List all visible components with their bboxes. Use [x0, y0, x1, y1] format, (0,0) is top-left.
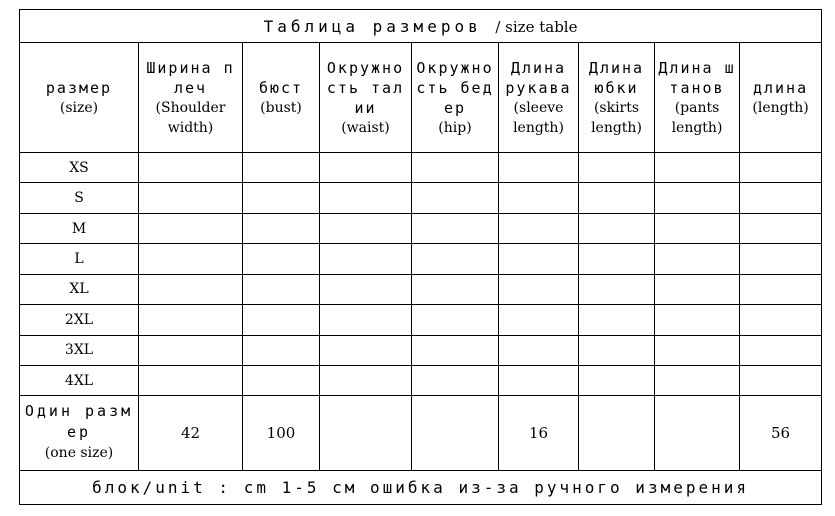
value-cell [655, 244, 740, 274]
value-cell [655, 274, 740, 304]
value-cell [412, 183, 499, 213]
value-cell [579, 274, 655, 304]
value-cell [579, 244, 655, 274]
table-row [20, 305, 822, 335]
value-cell [139, 213, 243, 243]
table-row [20, 213, 822, 243]
value-cell [740, 153, 822, 183]
value-cell [320, 183, 412, 213]
table-row [20, 274, 822, 304]
value-cell: 100 [243, 396, 320, 470]
value-cell [139, 244, 243, 274]
value-cell [243, 213, 320, 243]
value-cell [655, 365, 740, 395]
value-cell [579, 183, 655, 213]
value-cell [243, 153, 320, 183]
value-cell [740, 335, 822, 365]
size-label: 4XL [20, 365, 139, 395]
value-cell [243, 183, 320, 213]
size-label: 2XL [20, 305, 139, 335]
size-chart-page [19, 9, 821, 505]
table-row-one-size [20, 396, 822, 470]
column-header-skirt: Длина юбки (skirts length) [579, 43, 655, 153]
value-cell [499, 213, 579, 243]
value-cell [139, 305, 243, 335]
value-cell [139, 183, 243, 213]
value-cell [243, 244, 320, 274]
table-row [20, 153, 822, 183]
value-cell [320, 396, 412, 470]
value-cell [320, 365, 412, 395]
table-row [20, 365, 822, 395]
value-cell [320, 153, 412, 183]
value-cell: 56 [740, 396, 822, 470]
value-cell [655, 213, 740, 243]
column-header-shoulder: Ширина плеч (Shoulder width) [139, 43, 243, 153]
value-cell [655, 183, 740, 213]
header-row [20, 43, 822, 153]
value-cell [740, 213, 822, 243]
value-cell [412, 305, 499, 335]
value-cell [412, 335, 499, 365]
column-header-sleeve: Длина рукава (sleeve length) [499, 43, 579, 153]
column-header-pants: Длина штанов (pants length) [655, 43, 740, 153]
value-cell [740, 183, 822, 213]
value-cell [412, 274, 499, 304]
column-header-bust: бюст (bust) [243, 43, 320, 153]
size-label-one-size: Один размер (one size) [20, 396, 139, 470]
size-label: L [20, 244, 139, 274]
size-label: XS [20, 153, 139, 183]
value-cell [499, 244, 579, 274]
value-cell [579, 335, 655, 365]
value-cell [579, 365, 655, 395]
column-header-waist: Окружность талии (waist) [320, 43, 412, 153]
value-cell [412, 213, 499, 243]
value-cell [412, 396, 499, 470]
table-title [20, 10, 822, 43]
value-cell [740, 365, 822, 395]
size-label: 3XL [20, 335, 139, 365]
value-cell [740, 274, 822, 304]
column-header-hip: Окружность бедер (hip) [412, 43, 499, 153]
value-cell: 16 [499, 396, 579, 470]
table-row [20, 244, 822, 274]
value-cell [320, 244, 412, 274]
size-label: S [20, 183, 139, 213]
table-row [20, 183, 822, 213]
value-cell [499, 274, 579, 304]
value-cell [655, 305, 740, 335]
value-cell [740, 244, 822, 274]
value-cell [499, 365, 579, 395]
value-cell [243, 335, 320, 365]
value-cell [320, 305, 412, 335]
value-cell [655, 396, 740, 470]
column-header-size: размер (size) [20, 43, 139, 153]
value-cell [243, 365, 320, 395]
column-header-length: длина (length) [740, 43, 822, 153]
value-cell [320, 335, 412, 365]
value-cell [139, 153, 243, 183]
value-cell: 42 [139, 396, 243, 470]
value-cell [579, 396, 655, 470]
value-cell [579, 213, 655, 243]
value-cell [412, 153, 499, 183]
value-cell [655, 335, 740, 365]
value-cell [320, 274, 412, 304]
value-cell [655, 153, 740, 183]
value-cell [499, 305, 579, 335]
value-cell [139, 365, 243, 395]
value-cell [139, 335, 243, 365]
value-cell [139, 274, 243, 304]
value-cell [243, 305, 320, 335]
size-label: XL [20, 274, 139, 304]
value-cell [579, 153, 655, 183]
value-cell [499, 335, 579, 365]
table-row [20, 335, 822, 365]
table-title-ru: Таблица размеров [263, 16, 482, 36]
value-cell [320, 213, 412, 243]
value-cell [412, 244, 499, 274]
size-table [19, 9, 822, 505]
size-label: M [20, 213, 139, 243]
value-cell [579, 305, 655, 335]
measurement-note: блок/unit : cm 1-5 см ошибка из-за ручного измерения [20, 470, 822, 505]
value-cell [243, 274, 320, 304]
value-cell [740, 305, 822, 335]
value-cell [412, 365, 499, 395]
value-cell [499, 183, 579, 213]
table-title-en: / size table [495, 17, 578, 36]
value-cell [499, 153, 579, 183]
